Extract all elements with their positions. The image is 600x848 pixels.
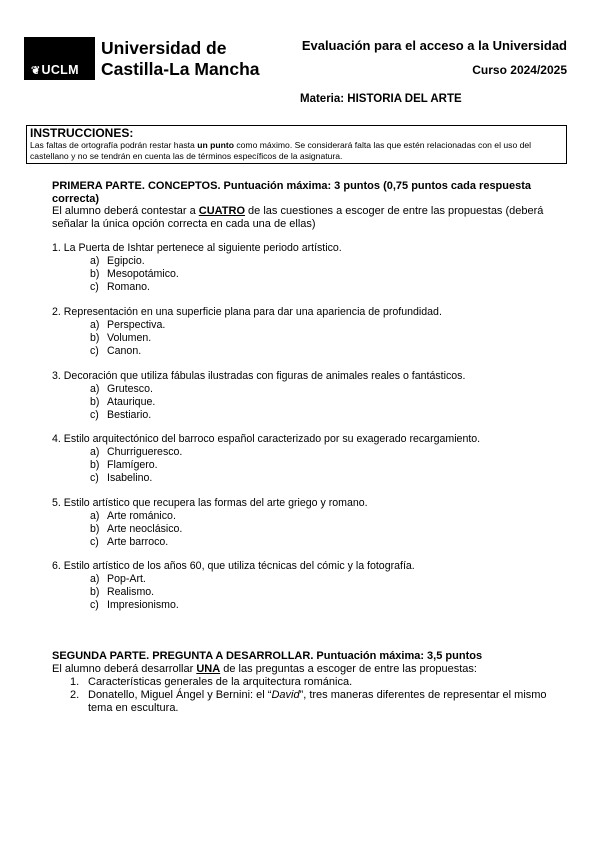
option: a) Egipcio. xyxy=(90,255,145,267)
course-year: Curso 2024/2025 xyxy=(472,63,567,77)
question-text: 2. Representación en una superficie plana para dar una apariencia de profundidad. xyxy=(52,306,442,318)
option: c) Arte barroco. xyxy=(90,536,169,548)
part2-intro: El alumno deberá desarrollar UNA de las preguntas a escoger de entre las propuestas: xyxy=(52,663,477,675)
option: c) Bestiario. xyxy=(90,409,152,421)
option: c) Romano. xyxy=(90,281,150,293)
essay-item-2-cont: tema en escultura. xyxy=(88,702,179,714)
option: b) Realismo. xyxy=(90,586,155,598)
option: b) Flamígero. xyxy=(90,459,158,471)
option: c) Canon. xyxy=(90,345,142,357)
part1-intro: El alumno deberá contestar a CUATRO de las cuestiones a escoger de entre las propuestas (deberá señalar la única opción correcta en cada una de ellas) xyxy=(52,205,544,230)
question-5 xyxy=(52,497,368,549)
instructions-text: Las faltas de ortografía podrán restar hasta un punto como máximo. Se considerará falta las que estén relacionadas con el uso del castellano y no se tendrán en cuenta las de términos específicos de la asignatura. xyxy=(30,140,532,161)
instructions-title: INSTRUCCIONES: xyxy=(30,126,134,140)
part2-heading: SEGUNDA PARTE. PREGUNTA A DESARROLLAR. Puntuación máxima: 3,5 puntos xyxy=(52,650,483,662)
option: c) Isabelino. xyxy=(90,472,153,484)
question-2 xyxy=(52,306,442,358)
question-text: 6. Estilo artístico de los años 60, que utiliza técnicas del cómic y la fotografía. xyxy=(52,560,415,572)
question-4 xyxy=(52,433,480,485)
question-1 xyxy=(52,242,342,294)
option: a) Arte románico. xyxy=(90,510,176,522)
question-text: 4. Estilo arquitectónico del barroco español caracterizado por su exagerado recargamiento. xyxy=(52,433,481,445)
university-name: Universidad de Castilla-La Mancha xyxy=(101,38,260,79)
part1-heading: PRIMERA PARTE. CONCEPTOS. Puntuación máxima: 3 puntos (0,75 puntos cada respuesta correcta) xyxy=(52,180,532,205)
question-6 xyxy=(52,560,415,612)
question-text: 1. La Puerta de Ishtar pertenece al siguiente periodo artístico. xyxy=(52,242,342,254)
option: a) Perspectiva. xyxy=(90,319,166,331)
uclm-emblem-icon: ❦ xyxy=(31,65,41,77)
option: b) Volumen. xyxy=(90,332,152,344)
option: c) Impresionismo. xyxy=(90,599,179,611)
option: a) Grutesco. xyxy=(90,383,153,395)
option: b) Mesopotámico. xyxy=(90,268,179,280)
question-text: 5. Estilo artístico que recupera las formas del arte griego y romano. xyxy=(52,497,368,509)
option: a) Churrigueresco. xyxy=(90,446,183,458)
subject: Materia: HISTORIA DEL ARTE xyxy=(300,93,462,105)
question-3 xyxy=(52,370,465,422)
option: b) Arte neoclásico. xyxy=(90,523,183,535)
essay-item-1: 1. Características generales de la arquitectura románica. xyxy=(70,676,353,688)
option: b) Ataurique. xyxy=(90,396,156,408)
uclm-logo-text: ❦UCLM xyxy=(31,63,79,77)
option: a) Pop-Art. xyxy=(90,573,146,585)
essay-item-2: 2. Donatello, Miguel Ángel y Bernini: el “David”, tres maneras diferentes de representar el mismo xyxy=(70,689,547,701)
question-text: 3. Decoración que utiliza fábulas ilustradas con figuras de animales reales o fantásticos. xyxy=(52,370,466,382)
exam-title: Evaluación para el acceso a la Universidad xyxy=(301,38,567,53)
